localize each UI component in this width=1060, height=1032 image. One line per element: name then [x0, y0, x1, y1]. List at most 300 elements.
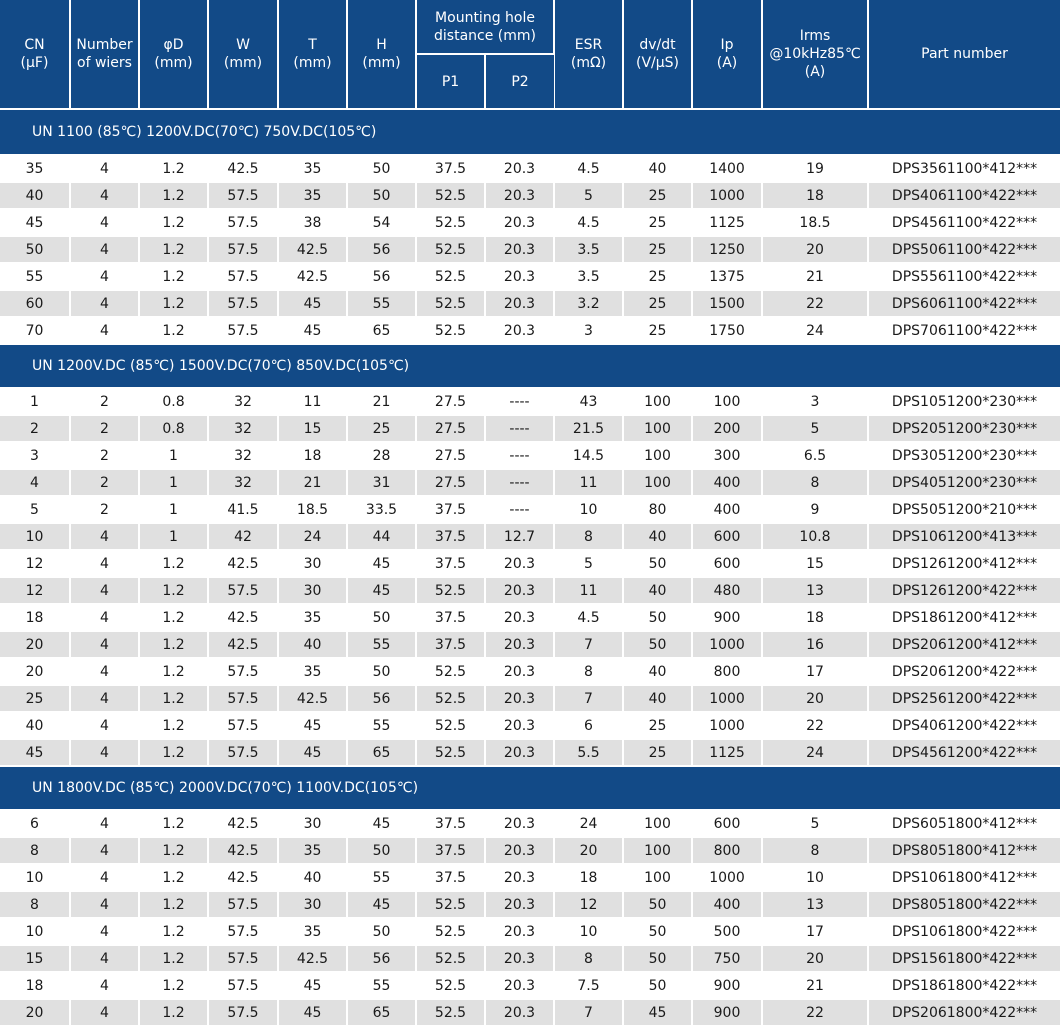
- table-cell: 1: [0, 388, 70, 415]
- table-cell: 17: [762, 918, 868, 945]
- table-cell: 21: [762, 972, 868, 999]
- table-cell: 1.2: [139, 577, 208, 604]
- table-cell: 1.2: [139, 999, 208, 1026]
- table-row: [0, 999, 1060, 1026]
- table-cell: 57.5: [208, 712, 278, 739]
- table-cell: 40: [623, 577, 692, 604]
- table-cell: 18: [762, 604, 868, 631]
- table-cell: 20.3: [485, 209, 554, 236]
- table-cell: 2: [70, 442, 139, 469]
- table-cell: 45: [278, 317, 347, 344]
- table-cell: 4.5: [554, 209, 623, 236]
- table-cell: 100: [623, 388, 692, 415]
- table-cell: 12: [554, 891, 623, 918]
- table-cell: 27.5: [416, 415, 485, 442]
- table-cell: 6: [0, 810, 70, 837]
- table-cell: 24: [762, 739, 868, 766]
- table-row: [0, 658, 1060, 685]
- table-cell: 4: [70, 837, 139, 864]
- table-cell: 16: [762, 631, 868, 658]
- table-cell: 35: [278, 837, 347, 864]
- header-p1: P1: [416, 54, 485, 109]
- table-cell: 37.5: [416, 496, 485, 523]
- table-cell: 52.5: [416, 317, 485, 344]
- table-row: [0, 209, 1060, 236]
- table-cell: DPS4051200*230***: [868, 469, 1060, 496]
- table-cell: 400: [692, 891, 762, 918]
- table-cell: 50: [347, 837, 416, 864]
- table-cell: 10: [0, 864, 70, 891]
- header-ip: Ip (A): [692, 0, 762, 109]
- table-cell: 1000: [692, 685, 762, 712]
- table-cell: 57.5: [208, 972, 278, 999]
- table-cell: 40: [0, 712, 70, 739]
- table-cell: 2: [70, 496, 139, 523]
- table-cell: 20.3: [485, 945, 554, 972]
- table-cell: DPS1261200*422***: [868, 577, 1060, 604]
- table-row: [0, 550, 1060, 577]
- table-cell: 1.2: [139, 864, 208, 891]
- header-dvdt: dv/dt (V/μS): [623, 0, 692, 109]
- table-cell: 8: [554, 523, 623, 550]
- table-cell: 50: [347, 182, 416, 209]
- header-part-number: Part number: [868, 0, 1060, 109]
- table-cell: 24: [762, 317, 868, 344]
- table-cell: 20.3: [485, 631, 554, 658]
- table-cell: DPS1061200*413***: [868, 523, 1060, 550]
- table-cell: 37.5: [416, 631, 485, 658]
- table-cell: 52.5: [416, 236, 485, 263]
- table-cell: 20.3: [485, 550, 554, 577]
- table-cell: 0.8: [139, 415, 208, 442]
- table-cell: DPS1061800*412***: [868, 864, 1060, 891]
- table-cell: 10: [762, 864, 868, 891]
- table-cell: 18.5: [278, 496, 347, 523]
- table-cell: DPS2061200*422***: [868, 658, 1060, 685]
- table-cell: 1000: [692, 864, 762, 891]
- table-cell: 750: [692, 945, 762, 972]
- table-cell: 27.5: [416, 442, 485, 469]
- table-cell: 35: [278, 658, 347, 685]
- table-cell: 100: [692, 388, 762, 415]
- table-cell: 50: [347, 658, 416, 685]
- table-cell: 52.5: [416, 712, 485, 739]
- table-cell: 30: [278, 577, 347, 604]
- table-row: [0, 864, 1060, 891]
- table-cell: 25: [623, 290, 692, 317]
- table-cell: 1.2: [139, 236, 208, 263]
- table-cell: 4: [70, 891, 139, 918]
- table-cell: 1400: [692, 155, 762, 182]
- table-cell: 35: [278, 182, 347, 209]
- table-cell: 56: [347, 685, 416, 712]
- table-cell: DPS2561200*422***: [868, 685, 1060, 712]
- table-cell: 13: [762, 577, 868, 604]
- table-cell: 20.3: [485, 155, 554, 182]
- table-cell: 37.5: [416, 523, 485, 550]
- table-cell: 100: [623, 442, 692, 469]
- table-cell: DPS1561800*422***: [868, 945, 1060, 972]
- table-cell: 31: [347, 469, 416, 496]
- table-cell: 3.2: [554, 290, 623, 317]
- table-cell: 45: [0, 209, 70, 236]
- table-cell: DPS4061200*422***: [868, 712, 1060, 739]
- table-cell: 1.2: [139, 209, 208, 236]
- table-cell: 1.2: [139, 810, 208, 837]
- table-cell: 25: [623, 209, 692, 236]
- section-header: [0, 766, 1060, 810]
- table-cell: 40: [623, 685, 692, 712]
- table-header: [0, 0, 1060, 109]
- table-row: [0, 945, 1060, 972]
- table-cell: 5: [0, 496, 70, 523]
- table-cell: 52.5: [416, 739, 485, 766]
- table-cell: 20.3: [485, 263, 554, 290]
- table-cell: 4: [70, 712, 139, 739]
- table-cell: 37.5: [416, 810, 485, 837]
- table-cell: 25: [0, 685, 70, 712]
- table-cell: 4: [70, 658, 139, 685]
- table-cell: 20: [0, 658, 70, 685]
- table-cell: 55: [347, 864, 416, 891]
- table-cell: 3.5: [554, 236, 623, 263]
- table-cell: 57.5: [208, 182, 278, 209]
- table-cell: 22: [762, 290, 868, 317]
- table-cell: 40: [278, 864, 347, 891]
- table-cell: 8: [762, 837, 868, 864]
- table-cell: 15: [0, 945, 70, 972]
- table-cell: 20.3: [485, 712, 554, 739]
- table-cell: DPS4561100*422***: [868, 209, 1060, 236]
- table-cell: 20.3: [485, 837, 554, 864]
- table-row: [0, 739, 1060, 766]
- table-cell: 1.2: [139, 182, 208, 209]
- table-cell: 32: [208, 469, 278, 496]
- table-cell: 11: [278, 388, 347, 415]
- table-cell: DPS1861800*422***: [868, 972, 1060, 999]
- table-cell: 55: [347, 631, 416, 658]
- table-cell: 4: [70, 631, 139, 658]
- table-cell: 1.2: [139, 972, 208, 999]
- section-header: [0, 344, 1060, 388]
- table-cell: 65: [347, 317, 416, 344]
- table-cell: 1000: [692, 712, 762, 739]
- table-cell: 22: [762, 999, 868, 1026]
- table-cell: DPS5051200*210***: [868, 496, 1060, 523]
- section-title: UN 1200V.DC (85℃) 1500V.DC(70℃) 850V.DC(105℃): [0, 344, 1060, 388]
- table-cell: 1.2: [139, 631, 208, 658]
- table-cell: 12: [0, 550, 70, 577]
- table-cell: 42.5: [208, 604, 278, 631]
- table-cell: 1.2: [139, 604, 208, 631]
- table-cell: 30: [278, 810, 347, 837]
- header-capacitance: CN (μF): [0, 0, 70, 109]
- table-cell: 37.5: [416, 155, 485, 182]
- table-cell: 42.5: [278, 685, 347, 712]
- table-cell: 35: [0, 155, 70, 182]
- table-cell: 25: [623, 739, 692, 766]
- table-cell: 480: [692, 577, 762, 604]
- table-cell: 100: [623, 864, 692, 891]
- table-cell: ----: [485, 496, 554, 523]
- table-row: [0, 918, 1060, 945]
- table-cell: DPS1261200*412***: [868, 550, 1060, 577]
- table-cell: 70: [0, 317, 70, 344]
- table-cell: 20.3: [485, 864, 554, 891]
- table-cell: 55: [347, 290, 416, 317]
- table-cell: 50: [623, 972, 692, 999]
- table-cell: 3: [762, 388, 868, 415]
- table-cell: 3: [554, 317, 623, 344]
- table-cell: 20.3: [485, 810, 554, 837]
- table-cell: 1.2: [139, 317, 208, 344]
- table-cell: 8: [0, 891, 70, 918]
- table-cell: 20: [554, 837, 623, 864]
- table-cell: 65: [347, 999, 416, 1026]
- table-row: [0, 263, 1060, 290]
- table-cell: 37.5: [416, 837, 485, 864]
- table-cell: 50: [347, 155, 416, 182]
- table-cell: 800: [692, 658, 762, 685]
- table-cell: 21: [278, 469, 347, 496]
- table-cell: 1375: [692, 263, 762, 290]
- table-cell: 42.5: [208, 155, 278, 182]
- table-cell: 900: [692, 604, 762, 631]
- table-cell: 65: [347, 739, 416, 766]
- table-cell: 56: [347, 263, 416, 290]
- table-cell: ----: [485, 388, 554, 415]
- table-cell: 52.5: [416, 999, 485, 1026]
- table-cell: 50: [347, 604, 416, 631]
- table-cell: 57.5: [208, 739, 278, 766]
- table-cell: DPS5561100*422***: [868, 263, 1060, 290]
- table-cell: 52.5: [416, 658, 485, 685]
- table-cell: 4: [70, 155, 139, 182]
- table-cell: 20.3: [485, 972, 554, 999]
- header-w: W (mm): [208, 0, 278, 109]
- table-cell: 8: [0, 837, 70, 864]
- table-cell: 100: [623, 469, 692, 496]
- header-irms: Irms @10kHz85℃ (A): [762, 0, 868, 109]
- table-cell: 57.5: [208, 945, 278, 972]
- table-cell: 45: [347, 577, 416, 604]
- header-phi-d: φD (mm): [139, 0, 208, 109]
- table-cell: 1.2: [139, 658, 208, 685]
- table-cell: 40: [0, 182, 70, 209]
- table-cell: 20: [0, 999, 70, 1026]
- table-cell: 40: [623, 523, 692, 550]
- table-cell: 27.5: [416, 388, 485, 415]
- table-cell: 56: [347, 236, 416, 263]
- section-title: UN 1100 (85℃) 1200V.DC(70℃) 750V.DC(105℃): [0, 109, 1060, 155]
- section-title: UN 1800V.DC (85℃) 2000V.DC(70℃) 1100V.DC(105℃): [0, 766, 1060, 810]
- table-cell: 57.5: [208, 918, 278, 945]
- table-cell: 3.5: [554, 263, 623, 290]
- table-row: [0, 685, 1060, 712]
- table-cell: 200: [692, 415, 762, 442]
- table-cell: 7: [554, 631, 623, 658]
- table-cell: DPS1061800*422***: [868, 918, 1060, 945]
- table-row: [0, 891, 1060, 918]
- table-cell: 100: [623, 415, 692, 442]
- table-cell: 10: [0, 918, 70, 945]
- table-cell: 19: [762, 155, 868, 182]
- table-cell: DPS4061100*422***: [868, 182, 1060, 209]
- table-cell: 21: [762, 263, 868, 290]
- table-cell: 57.5: [208, 891, 278, 918]
- table-cell: 1.2: [139, 155, 208, 182]
- table-cell: 1.2: [139, 891, 208, 918]
- table-cell: 37.5: [416, 550, 485, 577]
- table-row: [0, 155, 1060, 182]
- table-cell: 20.3: [485, 317, 554, 344]
- table-row: [0, 236, 1060, 263]
- table-row: [0, 290, 1060, 317]
- table-cell: 4: [70, 236, 139, 263]
- table-cell: 13: [762, 891, 868, 918]
- table-cell: 25: [623, 317, 692, 344]
- table-cell: 5.5: [554, 739, 623, 766]
- table-cell: 50: [623, 631, 692, 658]
- table-cell: 1.2: [139, 918, 208, 945]
- table-cell: 18: [0, 604, 70, 631]
- table-cell: 600: [692, 523, 762, 550]
- table-cell: 12: [0, 577, 70, 604]
- table-cell: 4: [70, 864, 139, 891]
- table-cell: 20.3: [485, 577, 554, 604]
- table-cell: 5: [554, 550, 623, 577]
- table-cell: 30: [278, 550, 347, 577]
- table-cell: 42.5: [278, 945, 347, 972]
- table-row: [0, 182, 1060, 209]
- table-cell: 32: [208, 388, 278, 415]
- table-cell: 4: [70, 263, 139, 290]
- table-cell: 50: [347, 918, 416, 945]
- table-cell: 600: [692, 550, 762, 577]
- table-cell: 4: [70, 317, 139, 344]
- table-cell: DPS2061200*412***: [868, 631, 1060, 658]
- table-row: [0, 810, 1060, 837]
- table-cell: 18.5: [762, 209, 868, 236]
- header-p2: P2: [485, 54, 554, 109]
- table-cell: 27.5: [416, 469, 485, 496]
- table-cell: 42.5: [208, 810, 278, 837]
- table-row: [0, 317, 1060, 344]
- table-cell: 38: [278, 209, 347, 236]
- table-cell: 300: [692, 442, 762, 469]
- table-cell: 900: [692, 972, 762, 999]
- table-cell: 20: [762, 236, 868, 263]
- table-row: [0, 415, 1060, 442]
- table-cell: 1.2: [139, 550, 208, 577]
- table-cell: 50: [0, 236, 70, 263]
- table-cell: 20.3: [485, 182, 554, 209]
- table-cell: 100: [623, 810, 692, 837]
- table-cell: 1: [139, 496, 208, 523]
- table-cell: 42.5: [278, 236, 347, 263]
- table-cell: 2: [0, 415, 70, 442]
- table-cell: DPS7061100*422***: [868, 317, 1060, 344]
- table-row: [0, 442, 1060, 469]
- table-cell: 57.5: [208, 290, 278, 317]
- table-cell: 1.2: [139, 685, 208, 712]
- table-cell: 14.5: [554, 442, 623, 469]
- table-cell: 52.5: [416, 945, 485, 972]
- table-cell: 57.5: [208, 658, 278, 685]
- table-cell: 100: [623, 837, 692, 864]
- table-cell: 6: [554, 712, 623, 739]
- table-cell: 7: [554, 685, 623, 712]
- table-cell: 1.2: [139, 945, 208, 972]
- table-cell: 40: [623, 658, 692, 685]
- table-cell: 11: [554, 577, 623, 604]
- table-cell: 18: [278, 442, 347, 469]
- table-cell: 1.2: [139, 712, 208, 739]
- table-cell: 4: [70, 999, 139, 1026]
- table-cell: 57.5: [208, 317, 278, 344]
- table-cell: 1.2: [139, 739, 208, 766]
- table-cell: 50: [623, 604, 692, 631]
- section-header: [0, 109, 1060, 155]
- table-cell: 45: [278, 290, 347, 317]
- header-number-of-wires: Number of wiers: [70, 0, 139, 109]
- table-cell: 55: [347, 712, 416, 739]
- table-cell: 20: [762, 945, 868, 972]
- table-cell: 0.8: [139, 388, 208, 415]
- table-cell: 18: [762, 182, 868, 209]
- table-row: [0, 972, 1060, 999]
- table-cell: 20.3: [485, 685, 554, 712]
- table-cell: 4: [70, 739, 139, 766]
- table-cell: 5: [762, 415, 868, 442]
- table-cell: 25: [623, 236, 692, 263]
- table-cell: 10: [554, 496, 623, 523]
- table-cell: 10.8: [762, 523, 868, 550]
- table-cell: 22: [762, 712, 868, 739]
- table-body: [0, 109, 1060, 1026]
- table-row: [0, 577, 1060, 604]
- table-cell: 8: [554, 945, 623, 972]
- table-cell: 9: [762, 496, 868, 523]
- table-cell: 32: [208, 415, 278, 442]
- table-cell: 54: [347, 209, 416, 236]
- table-cell: 15: [278, 415, 347, 442]
- table-cell: 15: [762, 550, 868, 577]
- table-cell: 43: [554, 388, 623, 415]
- table-cell: 52.5: [416, 972, 485, 999]
- table-cell: 57.5: [208, 999, 278, 1026]
- table-cell: 24: [554, 810, 623, 837]
- table-cell: DPS6051800*412***: [868, 810, 1060, 837]
- table-cell: 20.3: [485, 918, 554, 945]
- table-cell: 11: [554, 469, 623, 496]
- table-cell: 57.5: [208, 209, 278, 236]
- table-cell: 35: [278, 918, 347, 945]
- table-cell: 60: [0, 290, 70, 317]
- table-cell: 4: [70, 604, 139, 631]
- table-cell: 25: [623, 712, 692, 739]
- table-cell: 2: [70, 415, 139, 442]
- table-row: [0, 469, 1060, 496]
- table-cell: 2: [70, 388, 139, 415]
- table-cell: 42.5: [208, 864, 278, 891]
- table-cell: 52.5: [416, 891, 485, 918]
- table-cell: 4.5: [554, 604, 623, 631]
- table-cell: 52.5: [416, 182, 485, 209]
- table-cell: 1: [139, 469, 208, 496]
- table-cell: ----: [485, 415, 554, 442]
- table-cell: 45: [0, 739, 70, 766]
